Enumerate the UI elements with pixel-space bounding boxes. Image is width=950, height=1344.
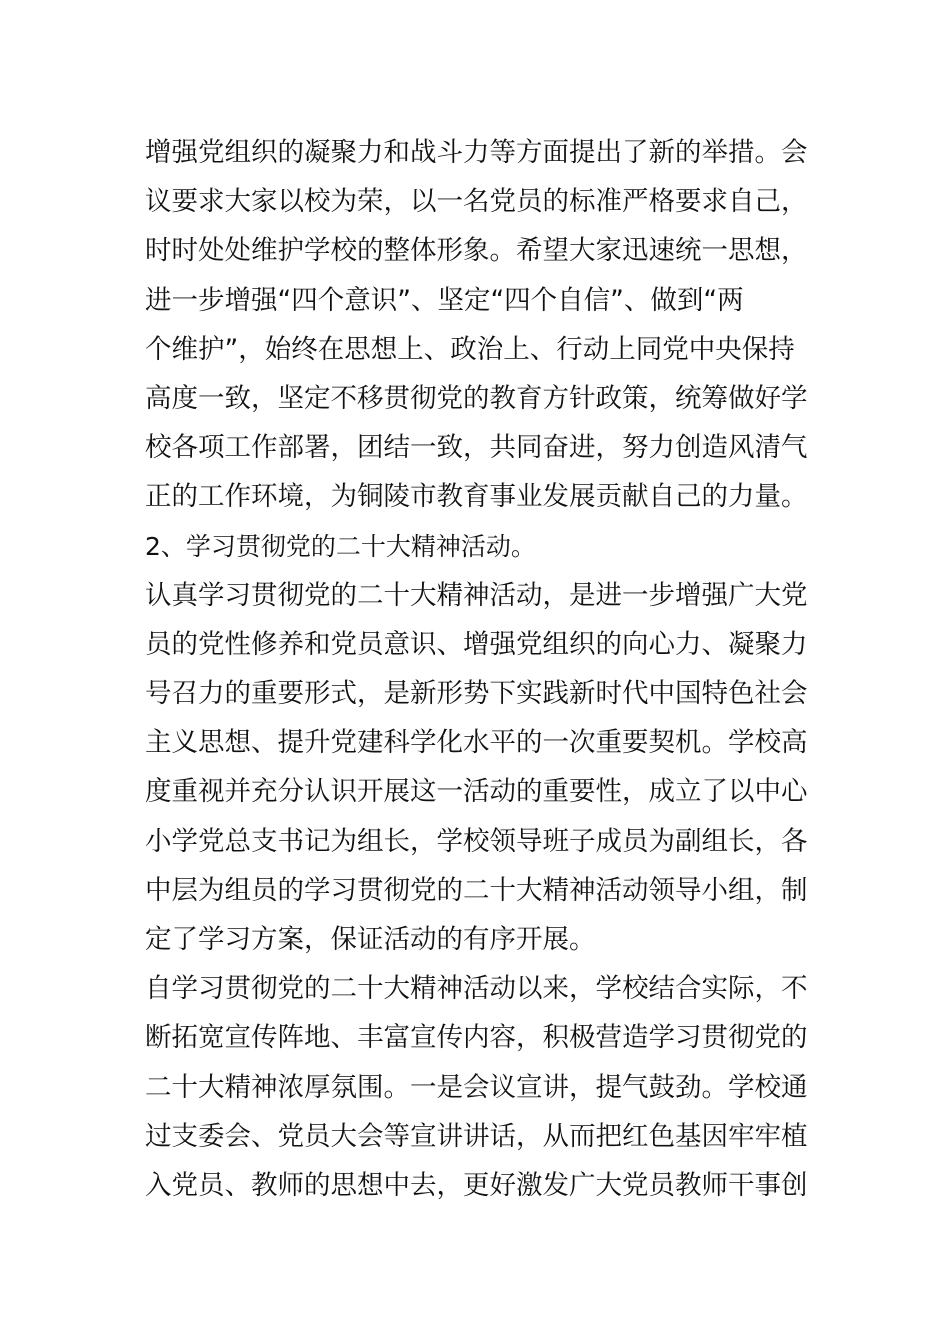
text-line: 二十大精神浓厚氛围。一是会议宣讲，提气鼓劲。学校通 xyxy=(145,1071,808,1103)
text-line: 度重视并充分认识开展这一活动的重要性，成立了以中心 xyxy=(145,776,808,808)
text-line: 自学习贯彻党的二十大精神活动以来，学校结合实际，不 xyxy=(145,973,808,1005)
text-line: 正的工作环境，为铜陵市教育事业发展贡献自己的力量。 xyxy=(145,481,808,513)
text-line: 定了学习方案，保证活动的有序开展。 xyxy=(145,924,596,955)
document-body xyxy=(145,128,810,1210)
text-line: 议要求大家以校为荣，以一名党员的标准严格要求自己， xyxy=(145,186,808,218)
text-line: 增强党组织的凝聚力和战斗力等方面提出了新的举措。会 xyxy=(145,137,808,168)
text-line: 过支委会、党员大会等宣讲讲话，从而把红色基因牢牢植 xyxy=(145,1120,808,1152)
text-line: 校各项工作部署，团结一致，共同奋进，努力创造风清气 xyxy=(145,432,808,464)
paragraph-activity-importance xyxy=(145,571,810,965)
text-line: 主义思想、提升党建科学化水平的一次重要契机。学校高 xyxy=(145,727,808,759)
section-heading-2 xyxy=(145,522,810,571)
text-line: 员的党性修养和党员意识、增强党组织的向心力、凝聚力 xyxy=(145,628,808,660)
text-line: 中层为组员的学习贯彻党的二十大精神活动领导小组，制 xyxy=(145,874,808,906)
text-line: 号召力的重要形式，是新形势下实践新时代中国特色社会 xyxy=(145,678,808,710)
text-line: 进一步增强“四个意识”、坚定“四个自信”、做到“两 xyxy=(145,284,744,316)
text-line: 小学党总支书记为组长，学校领导班子成员为副组长，各 xyxy=(145,825,808,857)
section-heading-text: 2、学习贯彻党的二十大精神活动。 xyxy=(145,531,536,561)
text-line: 个维护”，始终在思想上、政治上、行动上同党中央保持 xyxy=(145,333,795,365)
paragraph-activity-publicity xyxy=(145,964,810,1210)
text-line: 高度一致，坚定不移贯彻党的教育方针政策，统筹做好学 xyxy=(145,382,808,414)
text-line: 入党员、教师的思想中去，更好激发广大党员教师干事创 xyxy=(145,1169,808,1201)
text-line: 时时处处维护学校的整体形象。希望大家迅速统一思想， xyxy=(145,235,808,267)
text-line: 断拓宽宣传阵地、丰富宣传内容，积极营造学习贯彻党的 xyxy=(145,1022,808,1054)
text-line: 认真学习贯彻党的二十大精神活动，是进一步增强广大党 xyxy=(145,579,808,611)
paragraph-meeting-requirements xyxy=(145,128,810,522)
